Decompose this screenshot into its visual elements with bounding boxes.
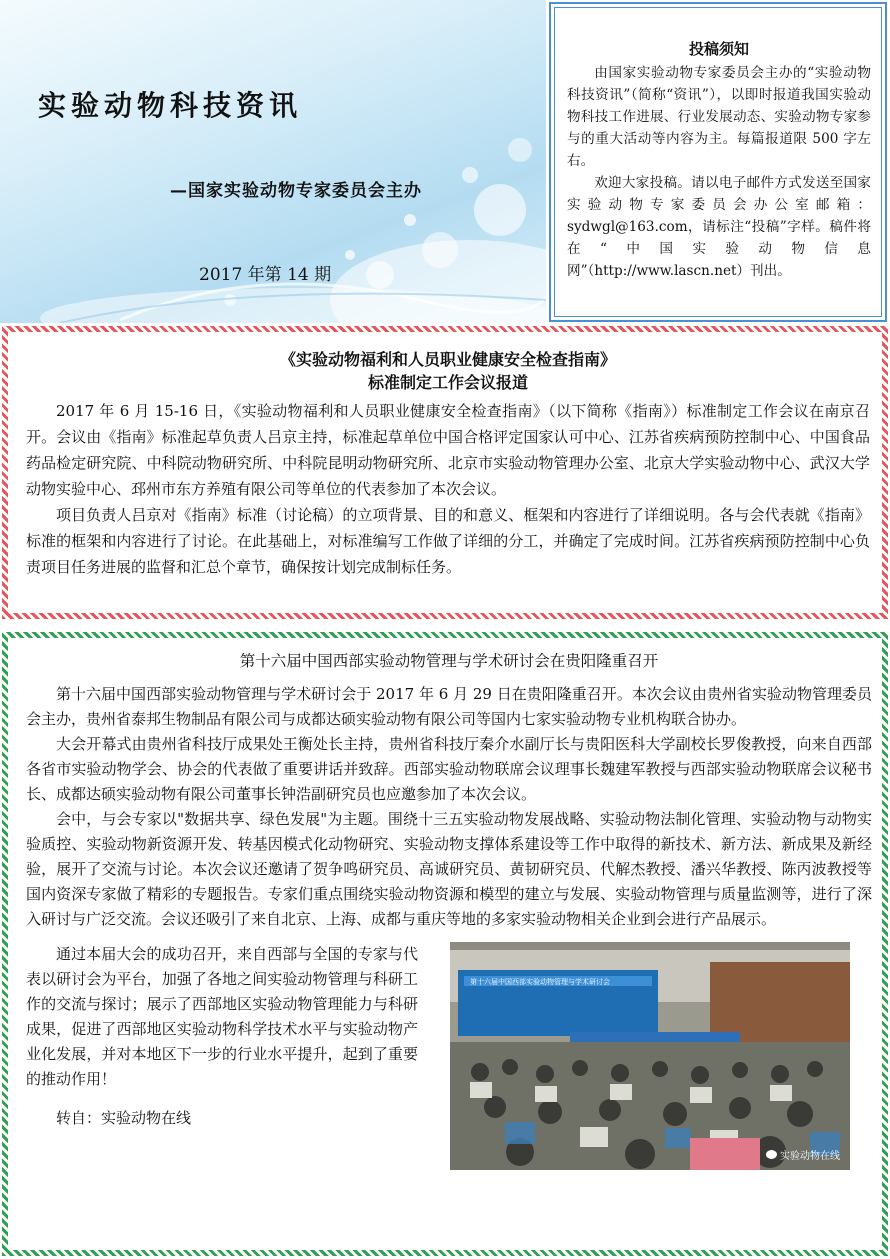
article-guideline-title-1: 《实验动物福利和人员职业健康安全检查指南》 (279, 350, 616, 369)
article-source: 转自：实验动物在线 (56, 1109, 192, 1127)
header-banner (0, 0, 546, 323)
notice-paragraph-1: 由国家实验动物专家委员会主办的“实验动物科技资讯”（简称“资讯”），以即时报道我国实验动物科技工作进展、行业发展动态、实验动物专家参与的重大活动等内容为主。每篇报道限 500 字左右。 (567, 65, 871, 169)
article-conference-frame (2, 632, 888, 1256)
notice-content (554, 7, 882, 317)
conference-photo (450, 942, 850, 1170)
article-conference (8, 638, 882, 1250)
photo-screen-text: 第十六届中国西部实验动物管理与学术研讨会 (470, 978, 610, 986)
article-conference-title: 第十六届中国西部实验动物管理与学术研讨会在贵阳隆重召开 (239, 652, 659, 670)
notice-paragraph-2: 欢迎大家投稿。请以电子邮件方式发送至国家实验动物专家委员会办公室邮箱：sydwgl@163.com，请标注“投稿”字样。稿件将在“中国实验动物信息网”（http://www.lascn.net）刊出。 (567, 175, 871, 279)
photo-watermark (766, 1147, 840, 1162)
conference-closing-section (26, 942, 872, 1182)
article-guideline-paragraph-1: 2017 年 6 月 15-16 日，《实验动物福利和人员职业健康安全检查指南》（以下简称《指南》）标准制定工作会议在南京召开。会议由《指南》标准起草负责人吕京主持，标准起草单位中国合格评定国家认可中心、江苏省疾病预防控制中心、中国食品药品检定研究院、中科院动物研究所、中科院昆明动物研究所、北京市实验动物管理办公室、北京大学实验动物中心、武汉大学动物实验中心、邳州市东方养殖有限公司等单位的代表参加了本次会议。 (26, 402, 870, 498)
article-conference-paragraph-1: 第十六届中国西部实验动物管理与学术研讨会于 2017 年 6 月 29 日在贵阳隆重召开。本次会议由贵州省实验动物管理委员会主办，贵州省泰邦生物制品有限公司与成都达硕实验动物有限公司等国内七家实验动物专业机构联合协办。 (26, 685, 872, 728)
notice-title: 投稿须知 (688, 40, 749, 58)
publication-subtitle: —国家实验动物专家委员会主办 (170, 181, 422, 201)
article-guideline-title-2: 标准制定工作会议报道 (367, 373, 528, 392)
article-guideline (8, 332, 882, 613)
article-guideline-paragraph-2: 项目负责人吕京对《指南》标准（讨论稿）的立项背景、目的和意义、框架和内容进行了详细说明。各与会代表就《指南》标准的框架和内容进行了讨论。在此基础上，对标准编写工作做了详细的分工，并确定了完成时间。江苏省疾病预防控制中心负责项目任务进展的监督和汇总个章节，确保按计划完成制标任务。 (26, 506, 870, 576)
article-conference-paragraph-4: 通过本届大会的成功召开，来自西部与全国的专家与代表以研讨会为平台，加强了各地之间实验动物管理与科研工作的交流与探讨；展示了西部地区实验动物管理能力与科研成果，促进了西部地区实验动物科学技术水平与实验动物产业化发展，并对本地区下一步的行业水平提升，起到了重要的推动作用！ (26, 945, 418, 1088)
article-conference-paragraph-2: 大会开幕式由贵州省科技厅成果处王衡处长主持，贵州省科技厅秦介水副厅长与贵阳医科大学副校长罗俊教授，向来自西部各省市实验动物学会、协会的代表做了重要讲话并致辞。西部实验动物联席会议理事长魏建军教授与西部实验动物联席会议秘书长、成都达硕实验动物有限公司董事长钟浩副研究员也应邀参加了本次会议。 (26, 735, 872, 803)
submission-notice (549, 2, 887, 322)
publication-title: 实验动物科技资讯 (38, 89, 303, 122)
wechat-icon (766, 1150, 777, 1159)
issue-number: 2017 年第 14 期 (199, 265, 332, 285)
closing-text (26, 942, 418, 1131)
article-conference-paragraph-3: 会中，与会专家以"数据共享、绿色发展"为主题。围绕十三五实验动物发展战略、实验动物法制化管理、实验动物与动物实验质控、实验动物新资源开发、转基因模式化动物研究、实验动物支撑体系建设等工作中取得的新技术、新方法、新成果及新经验，展开了交流与讨论。本次会议还邀请了贺争鸣研究员、高诚研究员、黄韧研究员、代解杰教授、潘兴华教授、陈丙波教授等国内资深专家做了精彩的专题报告。专家们重点围绕实验动物资源和模型的建立与发展、实验动物管理与质量监测等，进行了深入研讨与广泛交流。会议还吸引了来自北京、上海、成都与重庆等地的多家实验动物相关企业到会进行产品展示。 (26, 810, 872, 928)
article-guideline-frame (2, 326, 888, 619)
photo-watermark-text: 实验动物在线 (780, 1151, 840, 1162)
conference-photo-image (450, 942, 850, 1170)
